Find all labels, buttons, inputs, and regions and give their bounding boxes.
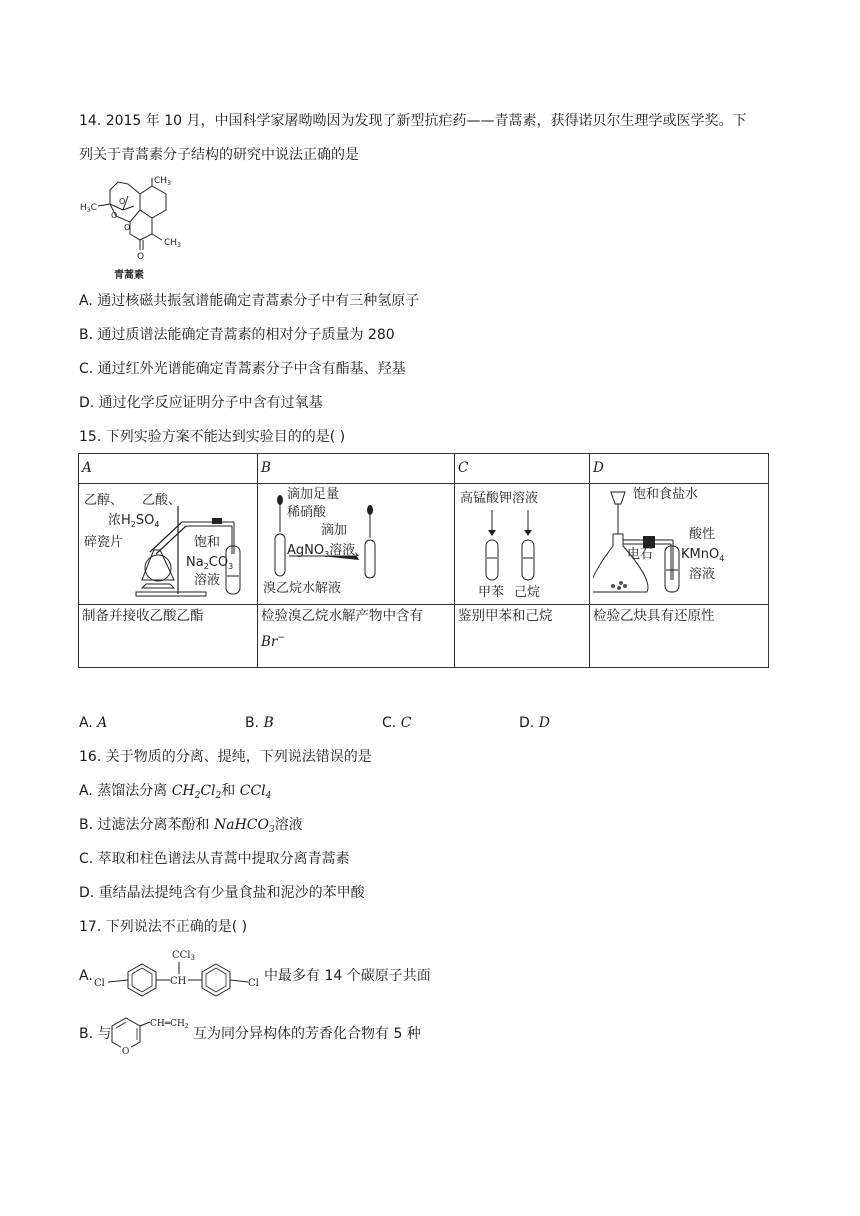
diagram-d-cell [590, 484, 769, 605]
q17-option-b-prefix: B. 与 [79, 1026, 112, 1042]
label-conc-sulfuric: 浓$H_2SO_4$ [108, 513, 160, 529]
struct-ch3-right: $CH_3$ [164, 238, 181, 249]
purpose-b [258, 605, 455, 668]
struct-pyran-o: O [122, 1047, 130, 1057]
purpose-b-text: 检验溴乙烷水解产物中含有 [261, 608, 423, 624]
label-hexane: 己烷 [514, 585, 541, 600]
label-porcelain-chips: 碎瓷片 [84, 535, 124, 550]
kmno4-tubes [458, 484, 586, 604]
label-na2co3: $Na_2CO_3$ [186, 555, 234, 571]
bromide-test-apparatus [261, 484, 451, 604]
experiment-table [78, 453, 769, 668]
diagram-a-cell [79, 484, 258, 605]
artemisinin-structure [78, 170, 188, 282]
label-ethanol: 乙醇、 [84, 493, 124, 508]
struct-ch: CH [170, 976, 187, 987]
header-b: B [258, 454, 455, 484]
struct-peroxide-o1: O [119, 197, 126, 206]
q14-option-c: C. 通过红外光谱能确定青蒿素分子中含有酯基、羟基 [79, 361, 406, 377]
q14-stem-line2: 列关于青蒿素分子结构的研究中说法正确的是 [79, 147, 359, 163]
label-kmno4-solution: 高锰酸钾溶液 [460, 491, 539, 506]
q17-stem: 17. 下列说法不正确的是( ) [79, 919, 248, 935]
q15-answer-options [79, 713, 759, 735]
q17-option-a-prefix: A. [79, 968, 93, 984]
header-a: A [79, 454, 258, 484]
q16-stem: 16. 关于物质的分离、提纯，下列说法错误的是 [79, 749, 372, 765]
struct-cl-right: Cl [248, 978, 259, 989]
label-solution-a: 溶液 [194, 573, 221, 588]
diagram-b-cell [258, 484, 455, 605]
q16-option-a: A. 蒸馏法分离 $CH_2Cl_2$和 CCl$_4$ [79, 783, 272, 801]
label-toluene: 甲苯 [478, 585, 505, 600]
q16-option-c: C. 萃取和柱色谱法从青蒿中提取分离青蒿素 [79, 851, 350, 867]
purpose-d: 检验乙炔具有还原性 [590, 605, 769, 668]
header-d: D [590, 454, 769, 484]
experiment-header-row [79, 454, 769, 484]
label-drop: 滴加 [321, 523, 348, 538]
q14-option-a: A. 通过核磁共振氢谱能确定青蒿素分子中有三种氢原子 [79, 293, 420, 309]
label-saturated-brine: 饱和食盐水 [633, 487, 699, 502]
purpose-a: 制备并接收乙酸乙酯 [79, 605, 258, 668]
struct-h3c: $H_3C$ [80, 203, 97, 214]
struct-caption: 青蒿素 [114, 270, 144, 281]
label-solution-d: 溶液 [689, 567, 716, 582]
label-add-excess: 滴加足量 [287, 487, 340, 502]
struct-ccl3: CCl$_3$ [172, 950, 195, 962]
struct-ch3-top: $CH_3$ [154, 176, 171, 187]
struct-ether-o: O [124, 223, 131, 232]
q17-option-a-text: 中最多有 14 个碳原子共面 [264, 968, 431, 984]
experiment-purpose-row [79, 605, 769, 668]
q16-option-b: B. 过滤法分离苯酚和 NaHCO$_3$溶液 [79, 817, 303, 835]
header-c: C [455, 454, 590, 484]
q17-option-b-text: 互为同分异构体的芳香化合物有 5 种 [193, 1026, 421, 1042]
q14-option-d: D. 通过化学反应证明分子中含有过氧基 [79, 395, 323, 411]
esterification-apparatus [82, 484, 254, 604]
label-acidic: 酸性 [689, 527, 716, 542]
label-dilute-nitric: 稀硝酸 [287, 505, 327, 520]
label-agno3: AgNO$_3$溶液 [287, 543, 356, 559]
diagram-c-cell [455, 484, 590, 605]
q14-stem-line1: 14. 2015 年 10 月，中国科学家屠呦呦因为发现了新型抗疟药——青蒿素，获得诺贝尔生理学或医学奖。下 [79, 113, 747, 129]
label-bromoethane-hydrolysate: 溴乙烷水解液 [263, 581, 342, 596]
q14-option-b: B. 通过质谱法能确定青蒿素的相对分子质量为 280 [79, 327, 395, 343]
label-kmno4-d: KMnO$_4$ [681, 547, 725, 563]
q15-answer-c: C. C [382, 715, 412, 731]
purpose-c: 鉴别甲苯和己烷 [455, 605, 590, 668]
ddt-like-structure [94, 944, 264, 1004]
label-acetic-acid: 乙酸、 [142, 493, 182, 508]
struct-carbonyl-o: O [137, 252, 145, 262]
purpose-b-bromide: Br [261, 634, 278, 650]
q15-answer-d: D. D [519, 715, 550, 731]
struct-cl-left: Cl [94, 978, 105, 989]
experiment-diagram-row [79, 484, 769, 605]
q15-stem: 15. 下列实验方案不能达到实验目的的是( ) [79, 429, 346, 445]
q15-answer-b: B. B [245, 715, 274, 731]
label-saturated: 饱和 [194, 535, 221, 550]
purpose-b-charge: − [277, 633, 285, 643]
acetylene-apparatus [593, 484, 765, 604]
q16-option-d: D. 重结晶法提纯含有少量食盐和泥沙的苯甲酸 [79, 885, 365, 901]
label-calcium-carbide: 电石 [627, 547, 654, 562]
struct-vinyl: $CH═CH_2$ [150, 1019, 189, 1030]
vinyl-pyran-structure [110, 1012, 194, 1062]
q15-answer-a: A. A [79, 715, 108, 731]
struct-peroxide-o2: O [111, 211, 118, 220]
